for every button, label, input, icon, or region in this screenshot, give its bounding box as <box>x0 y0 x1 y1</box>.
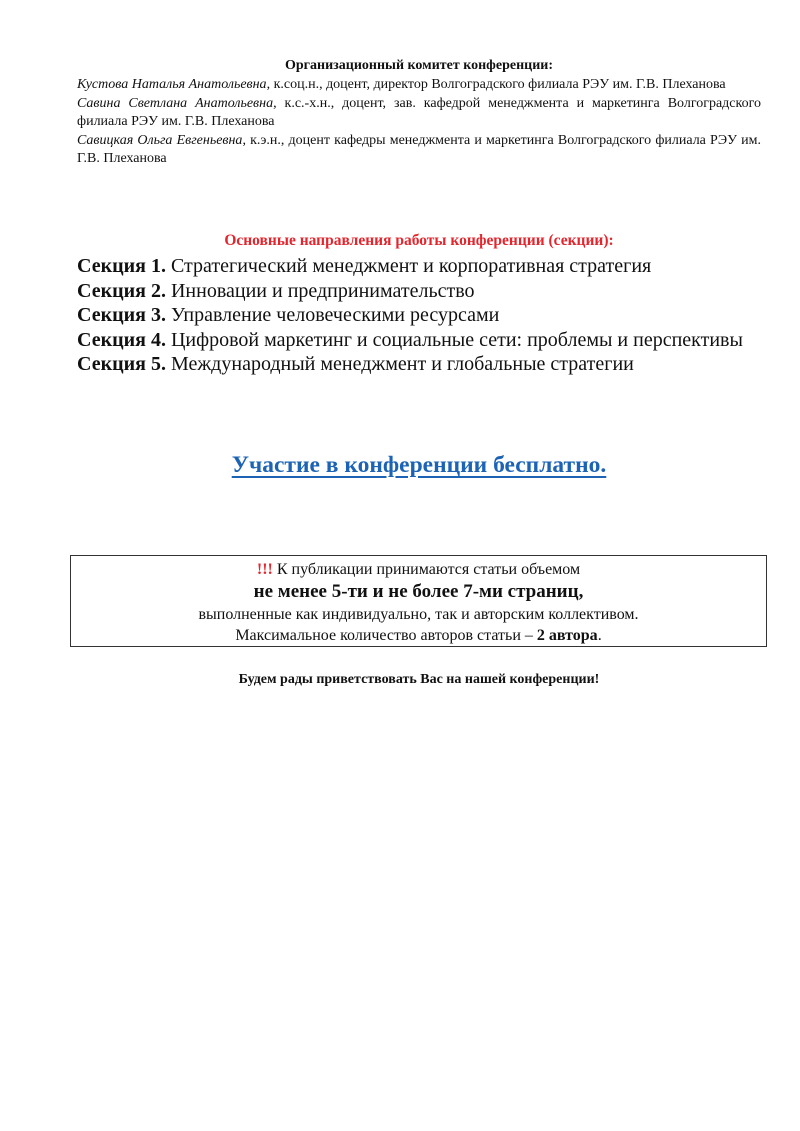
exclamation-mark: !!! <box>256 561 273 578</box>
section-item <box>77 279 761 304</box>
committee-list <box>77 76 761 169</box>
section-item <box>77 303 761 328</box>
publication-notice-box <box>70 555 767 647</box>
notice-line-3: выполненные как индивидуально, так и авторским коллективом. <box>198 606 639 623</box>
committee-member <box>77 132 761 169</box>
committee-member <box>77 76 761 95</box>
welcome-message: Будем рады приветствовать Вас на нашей конференции! <box>238 672 600 687</box>
member-details: , к.э.н., доцент кафедры менеджмента и маркетинга Волгоградского филиала РЭУ им. Г.В. Плеханова <box>77 132 761 166</box>
section-label: Секция 1. <box>77 255 166 277</box>
max-authors: 2 автора <box>536 627 598 644</box>
section-text: Стратегический менеджмент и корпоративная стратегия <box>165 255 652 277</box>
section-text: Управление человеческими ресурсами <box>165 304 500 326</box>
member-name: Савицкая Ольга Евгеньевна <box>77 132 243 148</box>
sections-title: Основные направления работы конференции (секции): <box>224 232 614 249</box>
notice-text: Максимальное количество авторов статьи – <box>235 627 537 644</box>
committee-title: Организационный комитет конференции: <box>284 58 554 73</box>
section-text: Инновации и предпринимательство <box>165 279 475 302</box>
section-text: Международный менеджмент и глобальные стратегии <box>165 353 634 375</box>
notice-line-1 <box>71 560 766 580</box>
sections-list <box>77 254 761 377</box>
free-participation <box>77 452 761 479</box>
section-text: Цифровой маркетинг и социальные сети: проблемы и перспективы <box>165 328 743 351</box>
member-name: Савина Светлана Анатольевна <box>77 95 274 111</box>
notice-text: . <box>597 627 602 644</box>
notice-line-2: не менее 5-ти и не более 7-ми страниц, <box>253 581 584 602</box>
section-label: Секция 5. <box>77 353 166 375</box>
member-details: , к.соц.н., доцент, директор Волгоградского филиала РЭУ им. Г.В. Плеханова <box>266 77 726 92</box>
section-item <box>77 254 761 279</box>
section-item <box>77 328 761 353</box>
notice-text: К публикации принимаются статьи объемом <box>272 561 581 578</box>
section-item <box>77 352 761 377</box>
section-label: Секция 4. <box>77 328 166 351</box>
member-name: Кустова Наталья Анатольевна <box>77 77 267 92</box>
section-label: Секция 3. <box>77 304 166 326</box>
notice-line-4 <box>71 625 766 646</box>
member-details: , к.с.-х.н., доцент, зав. кафедрой менеджмента и маркетинга Волгоградского филиала РЭУ им. Г.В. Плеханова <box>77 95 762 129</box>
section-label: Секция 2. <box>77 279 166 302</box>
committee-member <box>77 95 761 132</box>
free-participation-link[interactable]: Участие в конференции бесплатно. <box>231 452 607 478</box>
